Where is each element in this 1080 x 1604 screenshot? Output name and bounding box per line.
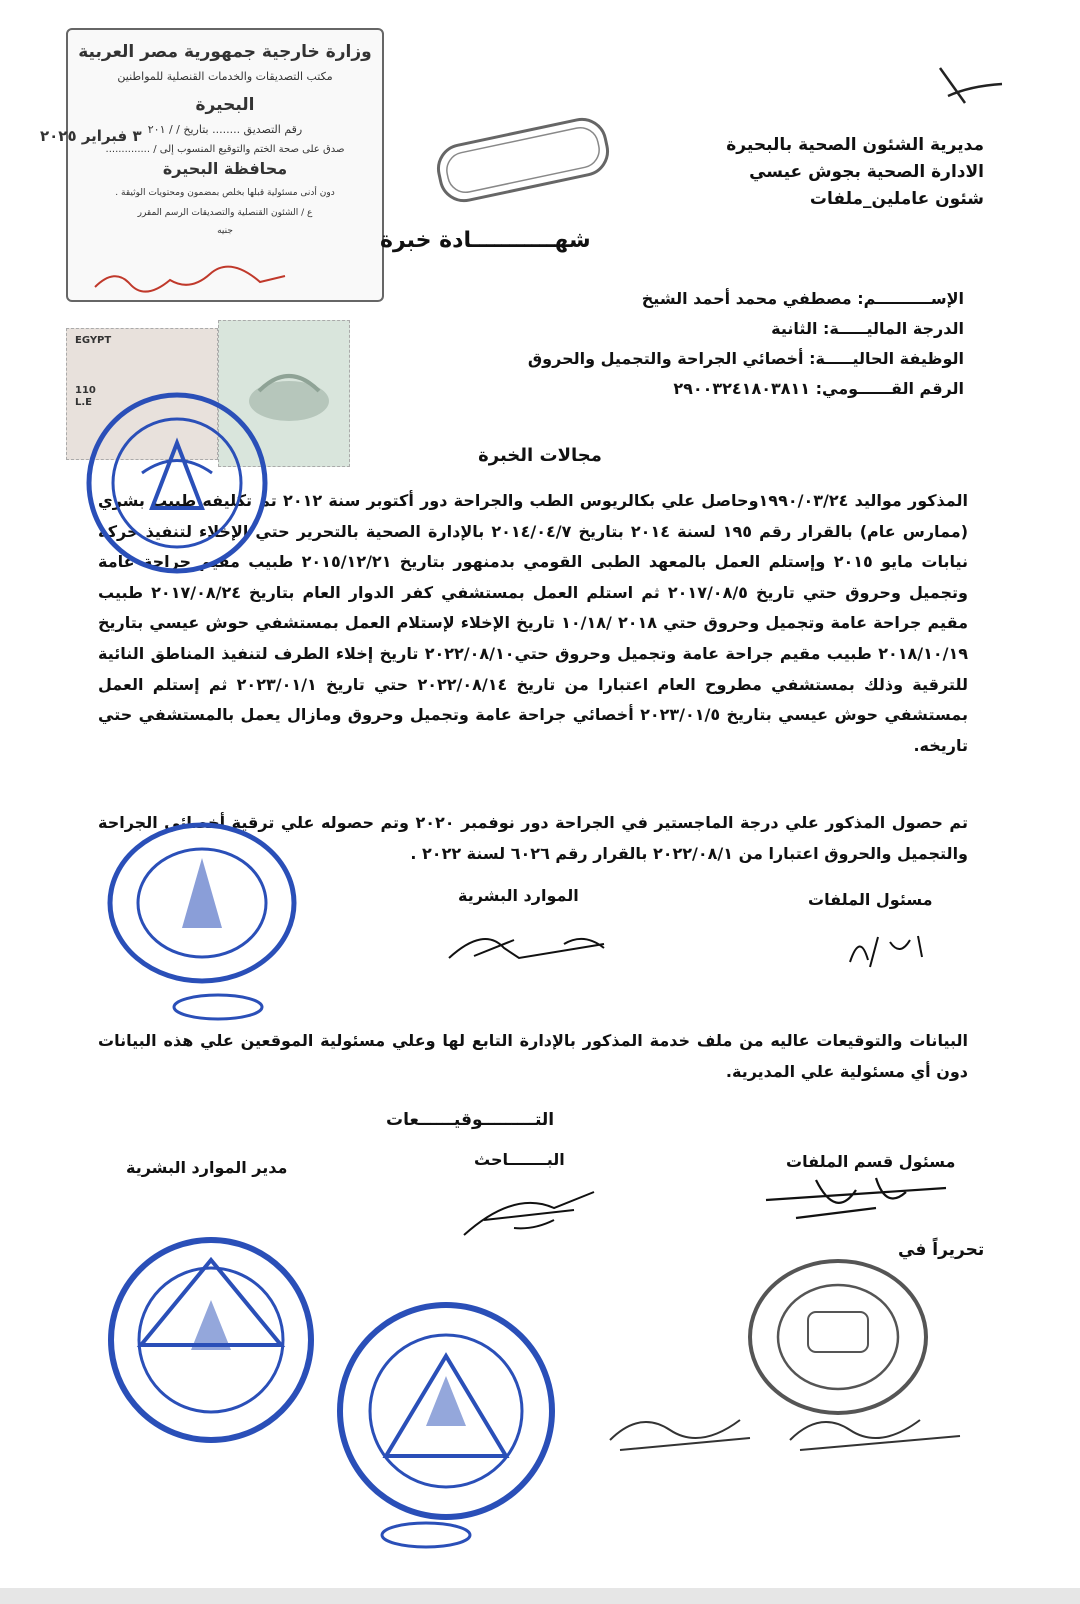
header-line-3: شئون عاملين_ملفات — [809, 189, 984, 209]
experience-paragraph: المذكور مواليد ١٩٩٠/٠٣/٢٤وحاصل علي بكالريوس الطب والجراحة دور أكتوبر سنة ٢٠١٢ تم تكليفه طبيب بشري (ممارس عام) بالقرار رقم ١٩٥ لسنة ٢٠١٤ بتاريخ ٢٠١٤/٠٤/٧ بالإدارة الصحية بالتحرير حتي الإخلاء لتنفيذ حركة نيابات مايو ٢٠١٥ وإستلم العمل بالمعهد الطبى القومي بدمنهور بتاريخ ٢٠١٥/١٢/٢١ طبيب مقيم جراحة عامة وتجميل وحروق حتي تاريخ ٢٠١٧/٠٨/٥ ثم استلم العمل بمستشفي كفر الدوار العام بتاريخ ٢٠١٧/٠٨/٢٤ طبيب مقيم جراحة عامة وتجميل وحروق حتي ٢٠١٨ /١٠/١٨ تاريخ الإخلاء لإستلام العمل بمستشفي حوش عيسي بتاريخ ٢٠١٨/١٠/١٩ طبيب مقيم جراحة عامة وتجميل وحروق حتي٢٠٢٢/٠٨/١٠ تاريخ إخلاء الطرف لتنفيذ المناطق النائية للترقية وذلك بمستشفي مطروح العام اعتبارا من تاريخ ٢٠٢٢/٠٨/١٤ حتي تاريخ ٢٠٢٣/٠١/١ ثم إستلم العمل بمستشفي حوش عيسي بتاريخ ٢٠٢٣/٠١/٥ أخصائي جراحة عامة وتجميل وحروق ومازال يعمل بالمستشفي حتي تاريخه. — [98, 491, 969, 755]
researcher-label: البـــــــاحث — [474, 1150, 565, 1169]
stamp-line-1: وزارة خارجية جمهورية مصر العربية — [78, 42, 372, 62]
stamp-line-5: صدق على صحة الختم والتوقيع المنسوب إلى / .............. — [105, 144, 345, 155]
header-line-1: مديرية الشئون الصحية بالبحيرة — [726, 135, 984, 155]
researcher-signature — [454, 1180, 604, 1250]
blue-number-stamp — [168, 992, 268, 1022]
experience-section-title: مجالات الخبرة — [478, 445, 602, 466]
header-block — [726, 132, 984, 213]
official-seal-2 — [102, 818, 302, 988]
gray-seal — [738, 1252, 938, 1422]
gray-oval-stamp — [428, 110, 618, 210]
field-national-id: الرقم القــــــومي: ٢٩٠٠٣٢٤١٨٠٣٨١١ — [673, 379, 964, 398]
blue-seal-tag — [376, 1520, 476, 1550]
official-seal-1 — [82, 388, 272, 578]
stamp-line-7: دون أدنى مسئولية قبلها بخلص بمضمون ومحتويات الوثيقة . — [115, 188, 335, 198]
scan-edge — [0, 1588, 1080, 1604]
consular-stamp — [66, 28, 384, 302]
stamp-date-note: ٣ فبراير ٢٠٢٥ — [40, 127, 142, 145]
field-grade: الدرجة الماليـــــة: الثانية — [771, 319, 964, 338]
official-seal-4 — [326, 1296, 566, 1526]
files-head-signature — [756, 1170, 956, 1230]
files-officer-signature — [840, 922, 930, 972]
revenue-stamp-value: 110 L.E — [75, 385, 96, 408]
written-in-label: تحريراً في — [898, 1240, 985, 1260]
stamp-line-6: محافظة البحيرة — [162, 159, 288, 178]
red-signature — [90, 262, 290, 302]
field-name: الإســــــــــم: مصطفي محمد أحمد الشيخ — [641, 289, 964, 308]
corner-mark — [930, 58, 1010, 118]
files-head-label: مسئول قسم الملفات — [786, 1152, 956, 1171]
stamp-line-2: مكتب التصديقات والخدمات القنصلية للمواطنين — [117, 70, 333, 83]
personal-fields — [528, 284, 964, 404]
revenue-stamp-country: EGYPT — [75, 335, 112, 346]
files-officer-label: مسئول الملفات — [808, 890, 933, 909]
field-job: الوظيفة الحاليـــــة: أخصائي الجراحة والتجميل والحروق — [527, 349, 964, 368]
stamp-line-3: البحيرة — [195, 95, 255, 115]
disclaimer-paragraph: البيانات والتوقيعات عاليه من ملف خدمة المذكور بالإدارة التابع لها وعلي مسئولية الموقعين علي هذه البيانات دون أي مسئولية علي المديرية. — [98, 1031, 968, 1081]
stamp-line-8: ع / الشئون القنصلية والتصديقات الرسم المقرر — [137, 208, 313, 218]
masters-paragraph: تم حصول المذكور علي درجة الماجستير في الجراحة دور نوفمبر ٢٠٢٠ وتم حصوله علي ترقية أخصائي الجراحة والتجميل والحروق اعتبارا من ٢٠٢٢/٠٨/١ بالقرار رقم ٦٠٢٦ لسنة ٢٠٢٢ . — [98, 813, 968, 863]
bottom-signatures — [600, 1400, 980, 1490]
hr-manager-label: مدير الموارد البشرية — [126, 1158, 288, 1177]
stamp-line-4: رقم التصديق ........ بتاريخ / / ٢٠١ — [147, 123, 303, 136]
stamp-line-9: جنيه — [217, 226, 233, 236]
header-line-2: الادارة الصحية بجوش عيسي — [749, 162, 984, 182]
hr-label: الموارد البشرية — [458, 886, 579, 905]
certificate-title: شهـــــــــــادة خبرة — [380, 228, 591, 253]
hr-signature — [444, 918, 614, 968]
official-seal-3 — [96, 1230, 326, 1450]
signatures-title: التـــــــــوقيــــــعات — [386, 1110, 555, 1130]
